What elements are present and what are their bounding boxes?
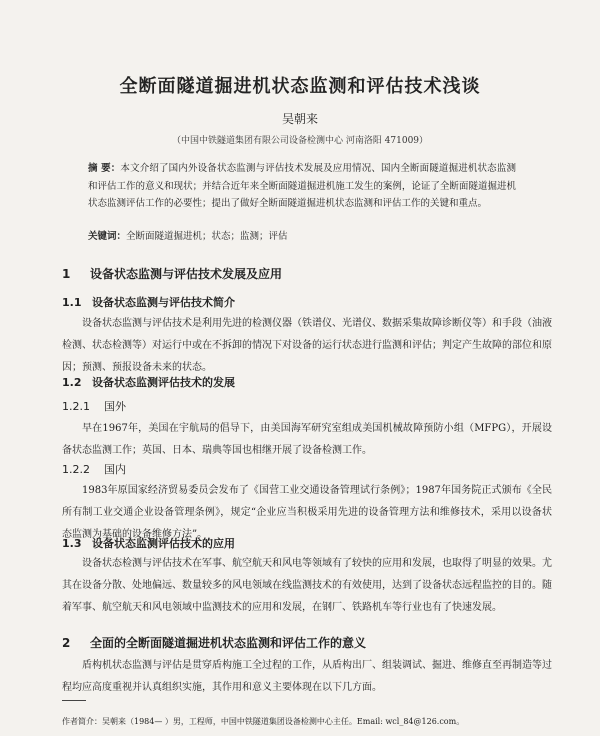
section-title: 全面的全断面隧道掘进机状态监测和评估工作的意义 <box>90 636 367 650</box>
abstract-text: 本文介绍了国内外设备状态监测与评估技术发展及应用情况、国内全断面隧道掘进机状态监测和评估工作的意义和现状；并结合近年来全断面隧道掘进机施工发生的案例，论证了全断面隧道掘进机状态监测评估工作的必要性；提出了做好全断面隧道掘进机状态监测和评估工作的关键和重点。 <box>88 163 516 209</box>
section-number: 1 <box>62 267 71 281</box>
keywords-label: 关键词： <box>88 231 127 242</box>
section-title: 设备状态监测评估技术的应用 <box>92 537 235 550</box>
keywords-text: 全断面隧道掘进机；状态；监测；评估 <box>126 231 288 242</box>
footnote-divider <box>62 700 86 701</box>
section-title: 设备状态监测与评估技术简介 <box>92 296 235 309</box>
section-title: 国内 <box>104 463 126 476</box>
section-number: 1.2.2 <box>62 463 90 476</box>
paragraph-1-2-1: 早在1967年，美国在宇航局的倡导下，由美国海军研究室组成美国机械故障预防小组（MFPG），开展设备状态监测工作；英国、日本、瑞典等国也相继开展了设备检测工作。 <box>62 423 552 456</box>
section-number: 1.3 <box>62 537 82 550</box>
paragraph-1-2-2: 1983年原国家经济贸易委员会发布了《国营工业交通设备管理试行条例》；1987年国务院正式颁布《全民所有制工业交通企业设备管理条例》，规定“企业应当积极采用先进的设备管理方法和维修技术，采用以设备状态监测为基础的设备维修方法”。 <box>62 485 552 540</box>
section-heading-1 <box>62 265 282 282</box>
section-heading-1-1 <box>62 294 235 310</box>
section-number: 1.1 <box>62 296 82 309</box>
author-name: 吴朝来 <box>281 112 318 126</box>
section-heading-1-2-2 <box>62 461 126 477</box>
section-number: 1.2 <box>62 376 82 389</box>
author-footnote: 作者简介：吴朝来（1984— ）男，工程师，中国中铁隧道集团设备检测中心主任。Email: wcl_84@126.com。 <box>62 717 465 726</box>
section-heading-1-3 <box>62 535 235 551</box>
section-number: 2 <box>62 636 71 650</box>
section-heading-1-2 <box>62 374 235 390</box>
abstract-label: 摘 要： <box>88 163 121 174</box>
paragraph-2: 盾构机状态监测与评估是贯穿盾构施工全过程的工作，从盾构出厂、组装调试、掘进、维修直至再制造等过程均应高度重视并认真组织实施，其作用和意义主要体现在以下几方面。 <box>62 660 552 693</box>
paragraph-1-3: 设备状态检测与评估技术在军事、航空航天和风电等领域有了较快的应用和发展，也取得了明显的效果。尤其在设备分散、处地偏远、数量较多的风电领域在线监测技术的有效使用，达到了设备状态远程监控的目的。随着军事、航空航天和风电领域中监测技术的应用和发展，在钢厂、铁路机车等行业也有了快速发展。 <box>62 558 552 613</box>
section-title: 设备状态监测与评估技术发展及应用 <box>90 267 283 281</box>
section-heading-2 <box>62 634 366 651</box>
abstract <box>88 160 516 213</box>
author-affiliation: （中国中铁隧道集团有限公司设备检测中心 河南洛阳 471009） <box>171 136 429 146</box>
keywords <box>88 229 516 245</box>
section-title: 设备状态监测评估技术的发展 <box>92 376 235 389</box>
paper-title: 全断面隧道掘进机状态监测和评估技术浅谈 <box>119 76 481 97</box>
section-number: 1.2.1 <box>62 400 90 413</box>
section-heading-1-2-1 <box>62 398 126 414</box>
section-title: 国外 <box>104 400 126 413</box>
paragraph-1-1: 设备状态监测与评估技术是利用先进的检测仪器（铁谱仪、光谱仪、数据采集故障诊断仪等）和手段（油液检测、状态检测等）对运行中或在不拆卸的情况下对设备的运行状态进行监测和评估；判定产生故障的部位和原因；预测、预报设备未来的状态。 <box>62 318 552 373</box>
